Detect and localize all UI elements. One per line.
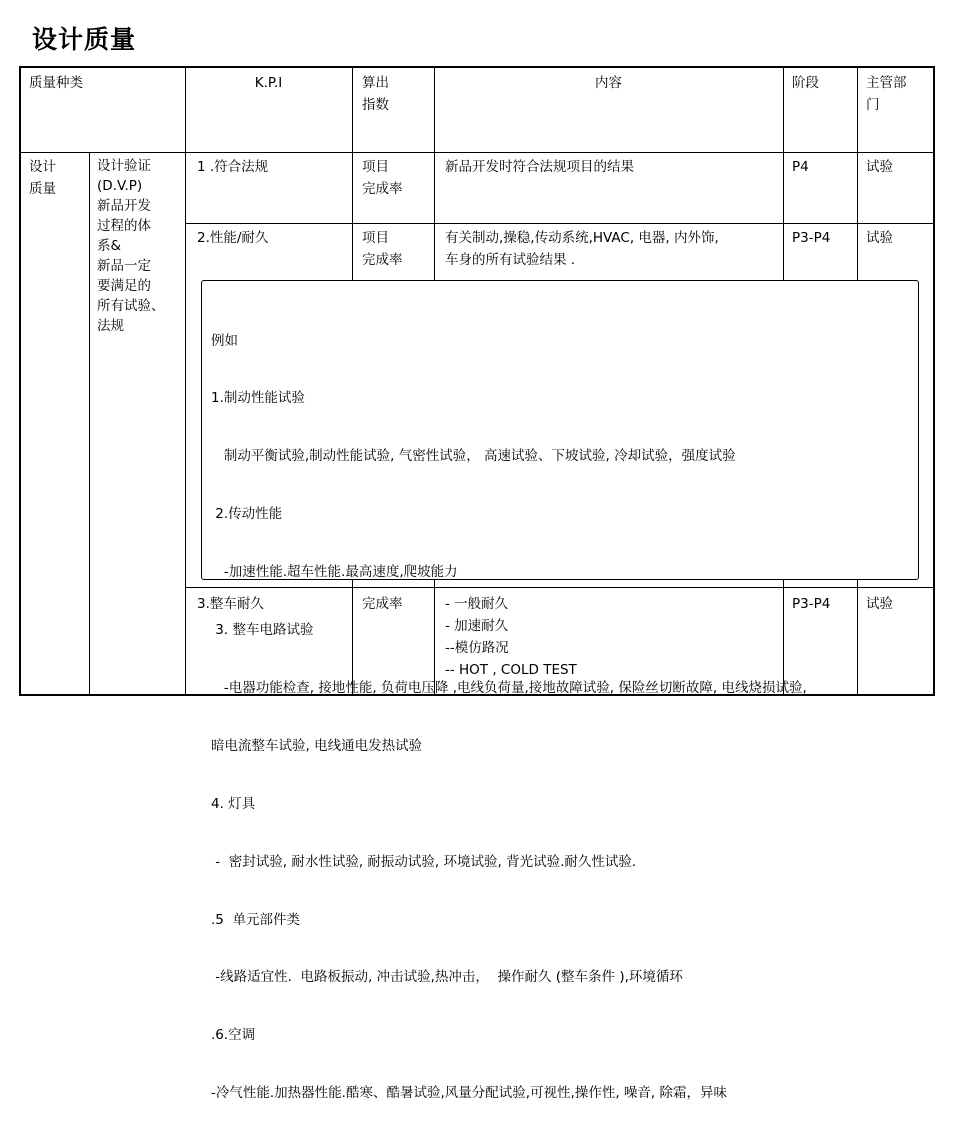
callout-line: .6.空调 (211, 1027, 256, 1044)
row3-content: - 一般耐久 - 加速耐久 --模仿路况 -- HOT , COLD TEST (445, 596, 577, 678)
row1-department: 试验 (866, 159, 893, 175)
row3-stage: P3-P4 (792, 596, 831, 612)
header-kpi: K.P.I (254, 75, 283, 91)
callout-line: 制动平衡试验,制动性能试验, 气密性试验， 高速试验、下坡试验, 冷却试验，强度试验 (211, 448, 736, 465)
row3-calc: 完成率 (362, 596, 403, 612)
callout-line: -电器功能检查, 接地性能, 负荷电压降 ,电线负荷量,接地故障试验, 保险丝切断故障, 电线烧损试验, (211, 679, 807, 696)
row1-kpi: 1 .符合法规 (197, 159, 269, 175)
row3-kpi: 3.整车耐久 (197, 596, 264, 612)
row2-calc: 项目 完成率 (362, 230, 403, 268)
callout-line: - 密封试验, 耐水性试验, 耐振动试验, 环境试验, 背光试验.耐久性试验. (211, 853, 637, 870)
row2-content: 有关制动,操稳,传动系统,HVAC, 电器, 内外饰, 车身的所有试验结果 . (445, 230, 719, 268)
category-main: 设计 质量 (29, 159, 56, 197)
callout-line: 暗电流整车试验, 电线通电发热试验 (211, 737, 423, 754)
callout-line: -加速性能.超车性能.最高速度,爬坡能力 (211, 564, 458, 581)
callout-line: 3. 整车电路试验 (211, 622, 314, 639)
category-sub: 设计验证 (D.V.P) 新品开发 过程的体 系& 新品一定 要满足的 所有试验、 法规 (97, 158, 165, 334)
header-content: 内容 (595, 75, 622, 91)
row2-department: 试验 (866, 230, 893, 246)
col-divider-2 (185, 68, 186, 696)
row1-calc: 项目 完成率 (362, 159, 403, 197)
row3-department: 试验 (866, 596, 893, 612)
callout-line: .5 单元部件类 (211, 911, 300, 928)
callout-line: -线路适宜性. 电路板振动, 冲击试验,热冲击， 操作耐久 (整车条件 ),环境循环 (211, 969, 683, 986)
example-tests-list (211, 293, 911, 1142)
page-title: 设计质量 (32, 25, 137, 54)
callout-line: 2.传动性能 (211, 506, 283, 523)
header-quality-type: 质量种类 (29, 75, 83, 91)
col-divider-1 (89, 152, 90, 696)
row1-content: 新品开发时符合法规项目的结果 (445, 159, 634, 175)
row1-stage: P4 (792, 159, 809, 175)
header-stage: 阶段 (792, 75, 819, 91)
header-department: 主管部 门 (866, 75, 907, 113)
callout-line: 4. 灯具 (211, 795, 256, 812)
row-divider-1 (185, 223, 933, 224)
header-calc-index: 算出 指数 (362, 75, 389, 113)
callout-line: 例如 (211, 332, 238, 349)
header-divider (21, 152, 933, 153)
callout-line: -冷气性能.加热器性能.酷寒、酷暑试验,风量分配试验,可视性,操作性, 噪音, 除霜，异味 (211, 1085, 727, 1102)
callout-line: 1.制动性能试验 (211, 390, 305, 407)
row2-stage: P3-P4 (792, 230, 831, 246)
row2-kpi: 2.性能/耐久 (197, 230, 269, 246)
